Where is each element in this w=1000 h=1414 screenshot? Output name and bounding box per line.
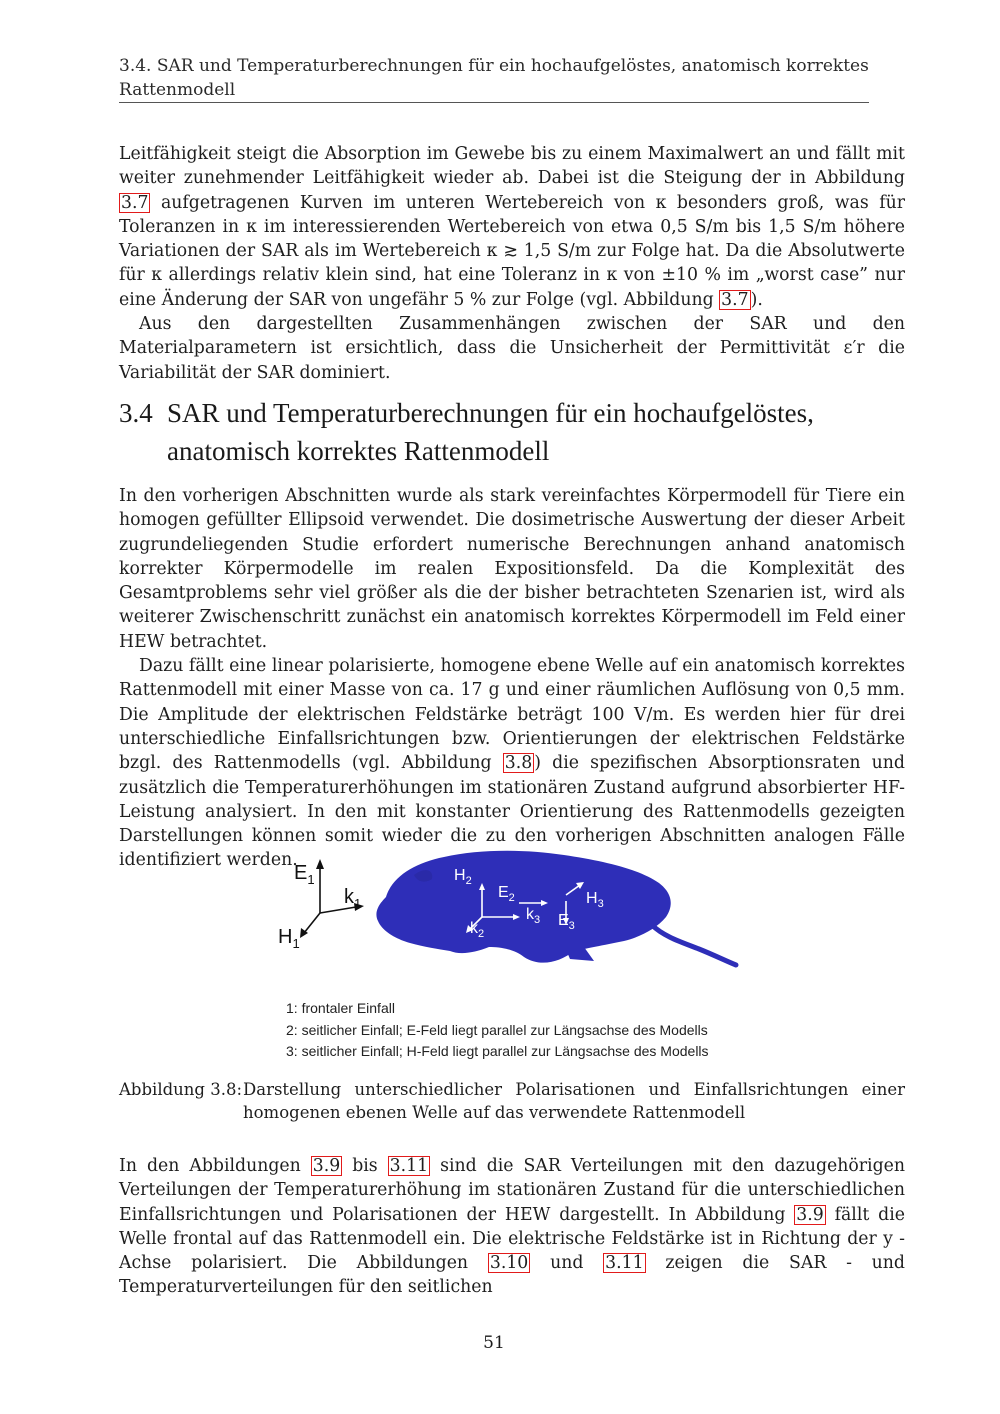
section-number: 3.4 (119, 398, 153, 428)
e2-label: $E_2$ (498, 884, 515, 904)
h3-label: $H_3$ (586, 890, 604, 910)
page (119, 0, 905, 1414)
paragraph-2: Aus den dargestellten Zusammenhängen zwischen der SAR und den Materialparametern ist ersichtlich, dass die Unsicherheit der Permittivität ε′r die Variabilität der SAR dominiert. (119, 314, 905, 383)
text-run: Dazu fällt eine linear polarisierte, homogene ebene Welle auf ein anatomisch korrektes Rattenmodell mit einer Masse von ca. 17 g und einer räumlichen Auflösung von 0,5 mm. Die Amplitude der elektrischen Feldstärke beträgt 100 V/m. Es werden hier für drei unterschiedliche Einfallsrichtungen bzw. Orientierungen der elektrischen Feldstärke bzgl. des Rattenmodells (vgl. Abbildung (119, 656, 905, 774)
paragraph-4 (119, 654, 905, 873)
intro-block (119, 142, 905, 385)
figure-ref-link[interactable]: 3.10 (489, 1253, 529, 1274)
section-title: SAR und Temperaturberechnungen für ein hochaufgelöstes, anatomisch korrektes Rattenmodell (167, 398, 814, 466)
caption-label: Abbildung 3.8: (119, 1080, 243, 1099)
text-run: und (530, 1253, 604, 1274)
figure-ref-link[interactable]: 3.11 (389, 1156, 429, 1176)
header-rule (119, 102, 869, 103)
k1-label: $k_1$ (344, 886, 362, 911)
rat-model-figure (274, 845, 754, 985)
rat-model-image (376, 851, 670, 963)
figure-ref-link[interactable]: 3.8 (504, 753, 533, 774)
paragraph-5 (119, 1154, 905, 1300)
h2-label: $H_2$ (454, 867, 472, 887)
body-block (119, 484, 905, 873)
running-header: 3.4. SAR und Temperaturberechnungen für ein hochaufgelöstes, anatomisch korrektes Rattenmodell (119, 56, 869, 100)
legend-item: 2: seitlicher Einfall; E-Feld liegt parallel zur Längsachse des Modells (286, 1021, 708, 1038)
rat-tail (652, 925, 736, 965)
caption-text: Darstellung unterschiedlicher Polarisationen und Einfallsrichtungen einer homogenen ebenen Welle auf das verwendete Rattenmodell (243, 1080, 905, 1122)
text-run: bis (342, 1156, 388, 1176)
figure-ref-link[interactable]: 3.9 (312, 1156, 341, 1176)
figure-ref-link[interactable]: 3.9 (796, 1204, 824, 1225)
text-run: fällt die Welle frontal auf das Rattenmodell ein. Die elektrische Feldstärke ist in Richtung der y - Achse polarisiert. Die Abbildungen (119, 1204, 905, 1274)
text-run: zeigen die SAR - und Temperaturverteilungen für den seitlichen (119, 1253, 905, 1298)
paragraph-3: In den vorherigen Abschnitten wurde als stark vereinfachtes Körpermodell für Tiere ein homogen gefüllter Ellipsoid verwendet. Die dosimetrische Auswertung der dieser Arbeit zugrundeliegenden Studie erfordert numerische Berechnungen anhand anatomisch korrekter Körpermodelle im realen Expositionsfeld. Da die Komplexität des Gesamtproblems sehr viel größer als die der bisher betrachteten Szenarien ist, wird als weiterer Zwischenschritt zunächst ein anatomisch korrektes Körpermodell im Feld einer HEW betrachtet. (119, 486, 905, 652)
legend-item: 1: frontaler Einfall (286, 1000, 395, 1016)
legend-item: 3: seitlicher Einfall; H-Feld liegt parallel zur Längsachse des Modells (286, 1043, 709, 1059)
figure-ref-link[interactable]: 3.7 (121, 192, 149, 213)
e1-label: $E_1$ (294, 862, 315, 887)
h1-label: $H_1$ (278, 926, 300, 951)
text-run: sind die SAR Verteilungen mit den dazugehörigen Verteilungen der Temperaturerhöhung im stationären Zustand für die unterschiedlichen Einfallsrichtungen und Polarisationen der HEW dargestellt. In Abbildung (119, 1156, 905, 1225)
figure-ref-link[interactable]: 3.7 (721, 289, 749, 310)
text-run: ). (750, 289, 763, 310)
k3-label: $k_3$ (526, 906, 541, 926)
e3-label: $E_3$ (558, 912, 575, 932)
figure-legend (286, 998, 806, 1063)
page-number: 51 (483, 1333, 505, 1353)
closing-block (119, 1154, 905, 1300)
paragraph-1 (119, 142, 905, 312)
text-run: ) die spezifischen Absorptionsraten und zusätzlich die Temperaturerhöhungen im stationären Zustand aufgrund absorbierter HF-Leistung analysiert. In den mit konstanter Orientierung des Rattenmodells gezeigten Darstellungen können somit wieder die zu den vorherigen Abschnitten analogen Fälle identifiziert werden. (119, 753, 905, 871)
figure-ref-link[interactable]: 3.11 (605, 1253, 644, 1274)
text-run: aufgetragenen Kurven im unteren Wertebereich von κ besonders groß, was für Toleranzen in κ im interessierenden Wertebereich von etwa 0,5 S/m bis 1,5 S/m höhere Variationen der SAR als im Wertebereich κ ≳ 1,5 S/m zur Folge hat. Da die Absolutwerte für κ allerdings relativ klein sind, hat eine Toleranz in κ von ±10 % im „worst case” nur eine Änderung der SAR von ungefähr 5 % zur Folge (vgl. Abbildung (119, 192, 905, 310)
text-run: Leitfähigkeit steigt die Absorption im Gewebe bis zu einem Maximalwert an und fällt mit weiter zunehmender Leitfähigkeit wieder ab. Dabei ist die Steigung der in Abbildung (119, 144, 905, 189)
text-run: In den Abbildungen (119, 1156, 311, 1176)
k2-label: $k_2$ (470, 920, 485, 940)
